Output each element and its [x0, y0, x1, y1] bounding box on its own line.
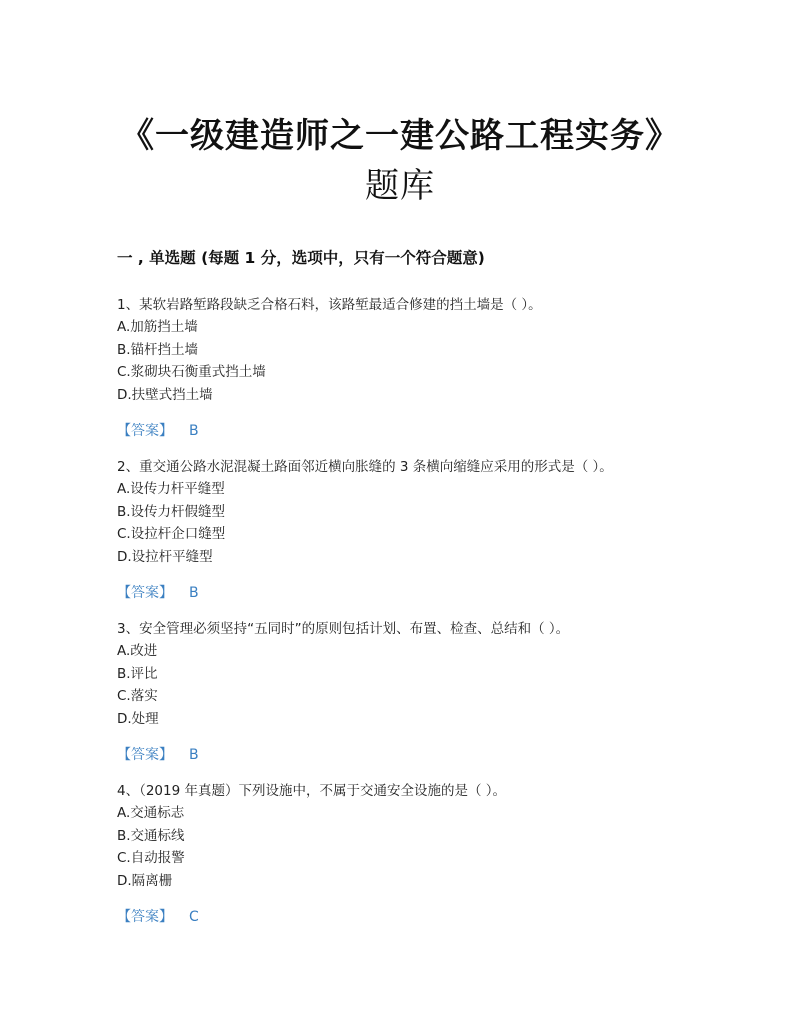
option-c: C.自动报警	[117, 850, 185, 866]
answer-label: 【答案】	[117, 423, 173, 439]
question-stem: 4、（2019 年真题）下列设施中，不属于交通安全设施的是（ ）。	[117, 783, 507, 799]
option-b: B.锚杆挡土墙	[117, 341, 199, 358]
option-d: D.设拉杆平缝型	[117, 548, 213, 565]
question-4	[117, 780, 697, 926]
answer-line	[117, 906, 697, 926]
document-subtitle: 题库	[365, 166, 435, 206]
question-stem: 1、某软岩路堑路段缺乏合格石料，该路堑最适合修建的挡土墙是（ ）。	[117, 297, 542, 313]
option-a: A.改进	[117, 643, 158, 659]
option-a: A.加筋挡土墙	[117, 319, 198, 335]
option-b: B.设传力杆假缝型	[117, 503, 226, 520]
question-3	[117, 618, 697, 764]
option-c: C.设拉杆企口缝型	[117, 526, 226, 542]
section-heading: 一 , 单选题 (每题 1 分，选项中，只有一个符合题意)	[117, 249, 485, 267]
question-2	[117, 456, 697, 602]
option-b: B.交通标线	[117, 827, 185, 844]
option-c: C.落实	[117, 688, 158, 704]
question-stem: 3、安全管理必须坚持“五同时”的原则包括计划、布置、检查、总结和（ ）。	[117, 621, 570, 637]
question-1	[117, 294, 697, 440]
option-d: D.隔离栅	[117, 872, 173, 889]
answer-line	[117, 420, 697, 440]
answer-label: 【答案】	[117, 909, 173, 925]
answer-line	[117, 582, 697, 602]
answer-value: C	[189, 909, 199, 925]
option-a: A.交通标志	[117, 805, 185, 821]
answer-line	[117, 744, 697, 764]
option-a: A.设传力杆平缝型	[117, 481, 225, 497]
document-title: 《一级建造师之一建公路工程实务》	[120, 116, 680, 156]
answer-label: 【答案】	[117, 585, 173, 601]
option-b: B.评比	[117, 665, 158, 682]
answer-value: B	[189, 423, 199, 439]
question-stem: 2、重交通公路水泥混凝土路面邻近横向胀缝的 3 条横向缩缝应采用的形式是（ ）。	[117, 459, 613, 475]
option-d: D.扶壁式挡土墙	[117, 386, 213, 403]
option-d: D.处理	[117, 710, 159, 727]
answer-value: B	[189, 585, 199, 601]
answer-label: 【答案】	[117, 747, 173, 763]
answer-value: B	[189, 747, 199, 763]
option-c: C.浆砌块石衡重式挡土墙	[117, 364, 266, 380]
